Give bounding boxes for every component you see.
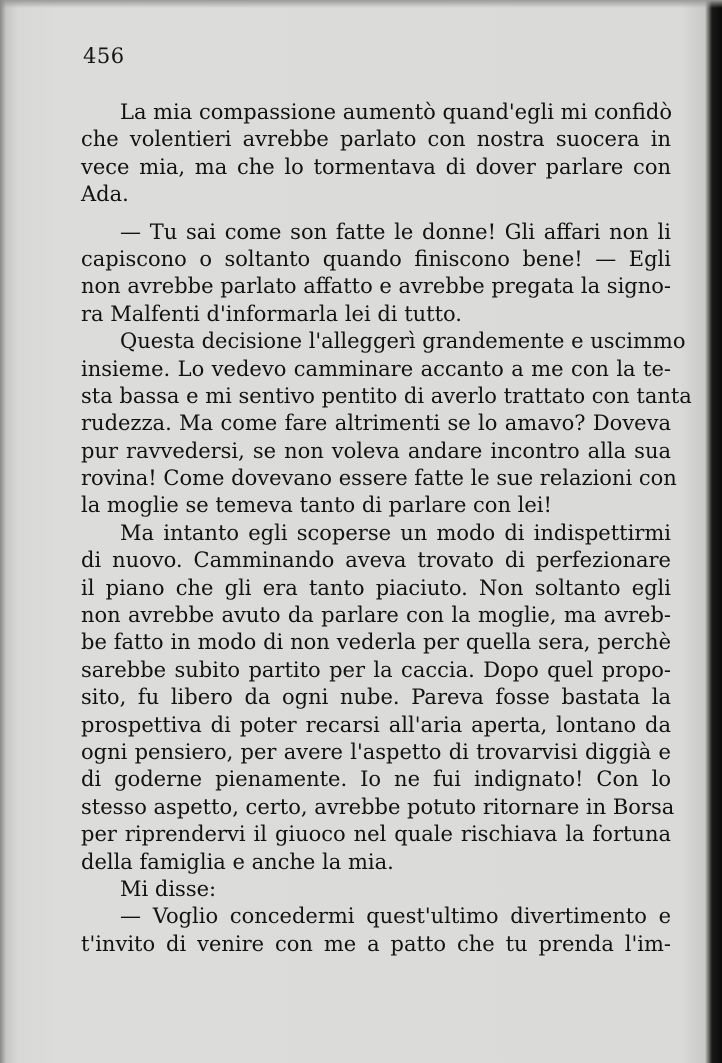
text-line: be fatto in modo di non vederla per quella sera, perchè: [81, 630, 671, 655]
text-line: La mia compassione aumentò quand'egli mi confidò: [120, 100, 672, 124]
text-line: sito, fu libero da ogni nube. Pareva fosse bastata la: [81, 685, 671, 710]
text-line: non avrebbe parlato affatto e avrebbe pregata la signo-: [81, 274, 671, 299]
text-line: non avrebbe avuto da parlare con la moglie, ma avreb-: [81, 603, 671, 628]
text-line: pur ravvedersi, se non voleva andare incontro alla sua: [81, 438, 671, 463]
text-line: ra Malfenti d'informarla lei di tutto.: [81, 301, 462, 326]
text-line: il piano che gli era tanto piaciuto. Non soltanto egli: [81, 575, 671, 600]
text-line: di nuovo. Camminando aveva trovato di perfezionare: [81, 548, 671, 573]
page-binding-edge: [0, 0, 6, 1063]
body-text: [81, 99, 692, 958]
text-line: Questa decisione l'alleggerì grandemente e uscimmo: [120, 329, 686, 354]
page-number: 456: [83, 44, 125, 68]
text-line: sarebbe subito partito per la caccia. Dopo quel propo-: [81, 657, 671, 682]
text-line: rudezza. Ma come fare altrimenti se lo amavo? Doveva: [81, 411, 671, 436]
text-line: capiscono o soltanto quando finiscono bene! — Egli: [81, 246, 671, 271]
text-line: di goderne pienamente. Io ne fui indignato! Con lo: [81, 767, 671, 792]
text-line: della famiglia e anche la mia.: [81, 849, 394, 874]
text-line: — Voglio concedermi quest'ultimo divertimento e: [120, 904, 671, 929]
text-line: — Tu sai come son fatte le donne! Gli affari non li: [120, 219, 671, 244]
text-line: che volentieri avrebbe parlato con nostra suocera in: [81, 127, 671, 152]
text-line: stesso aspetto, certo, avrebbe potuto ritornare in Borsa: [81, 794, 675, 819]
text-line: Mi disse:: [120, 876, 217, 901]
text-line: la moglie se temeva tanto di parlare con lei!: [81, 493, 552, 518]
text-line: Ma intanto egli scoperse un modo di indispettirmi: [120, 520, 671, 545]
text-line: rovina! Come dovevano essere fatte le sue relazioni con: [81, 466, 677, 491]
text-line: ogni pensiero, per avere l'aspetto di trovarvisi diggià e: [81, 739, 671, 764]
text-line: sta bassa e mi sentivo pentito di averlo trattato con tanta: [81, 383, 692, 408]
text-line: per riprendervi il giuoco nel quale rischiava la fortuna: [81, 822, 671, 847]
page-top-shadow: [0, 0, 722, 8]
text-line: Ada.: [81, 182, 129, 207]
text-line: prospettiva di poter recarsi all'aria aperta, lontano da: [81, 712, 671, 737]
text-line: t'invito di venire con me a patto che tu prenda l'im-: [81, 931, 671, 956]
text-line: insieme. Lo vedevo camminare accanto a me con la te-: [81, 356, 671, 381]
text-line: vece mia, ma che lo tormentava di dover parlare con: [81, 154, 671, 179]
